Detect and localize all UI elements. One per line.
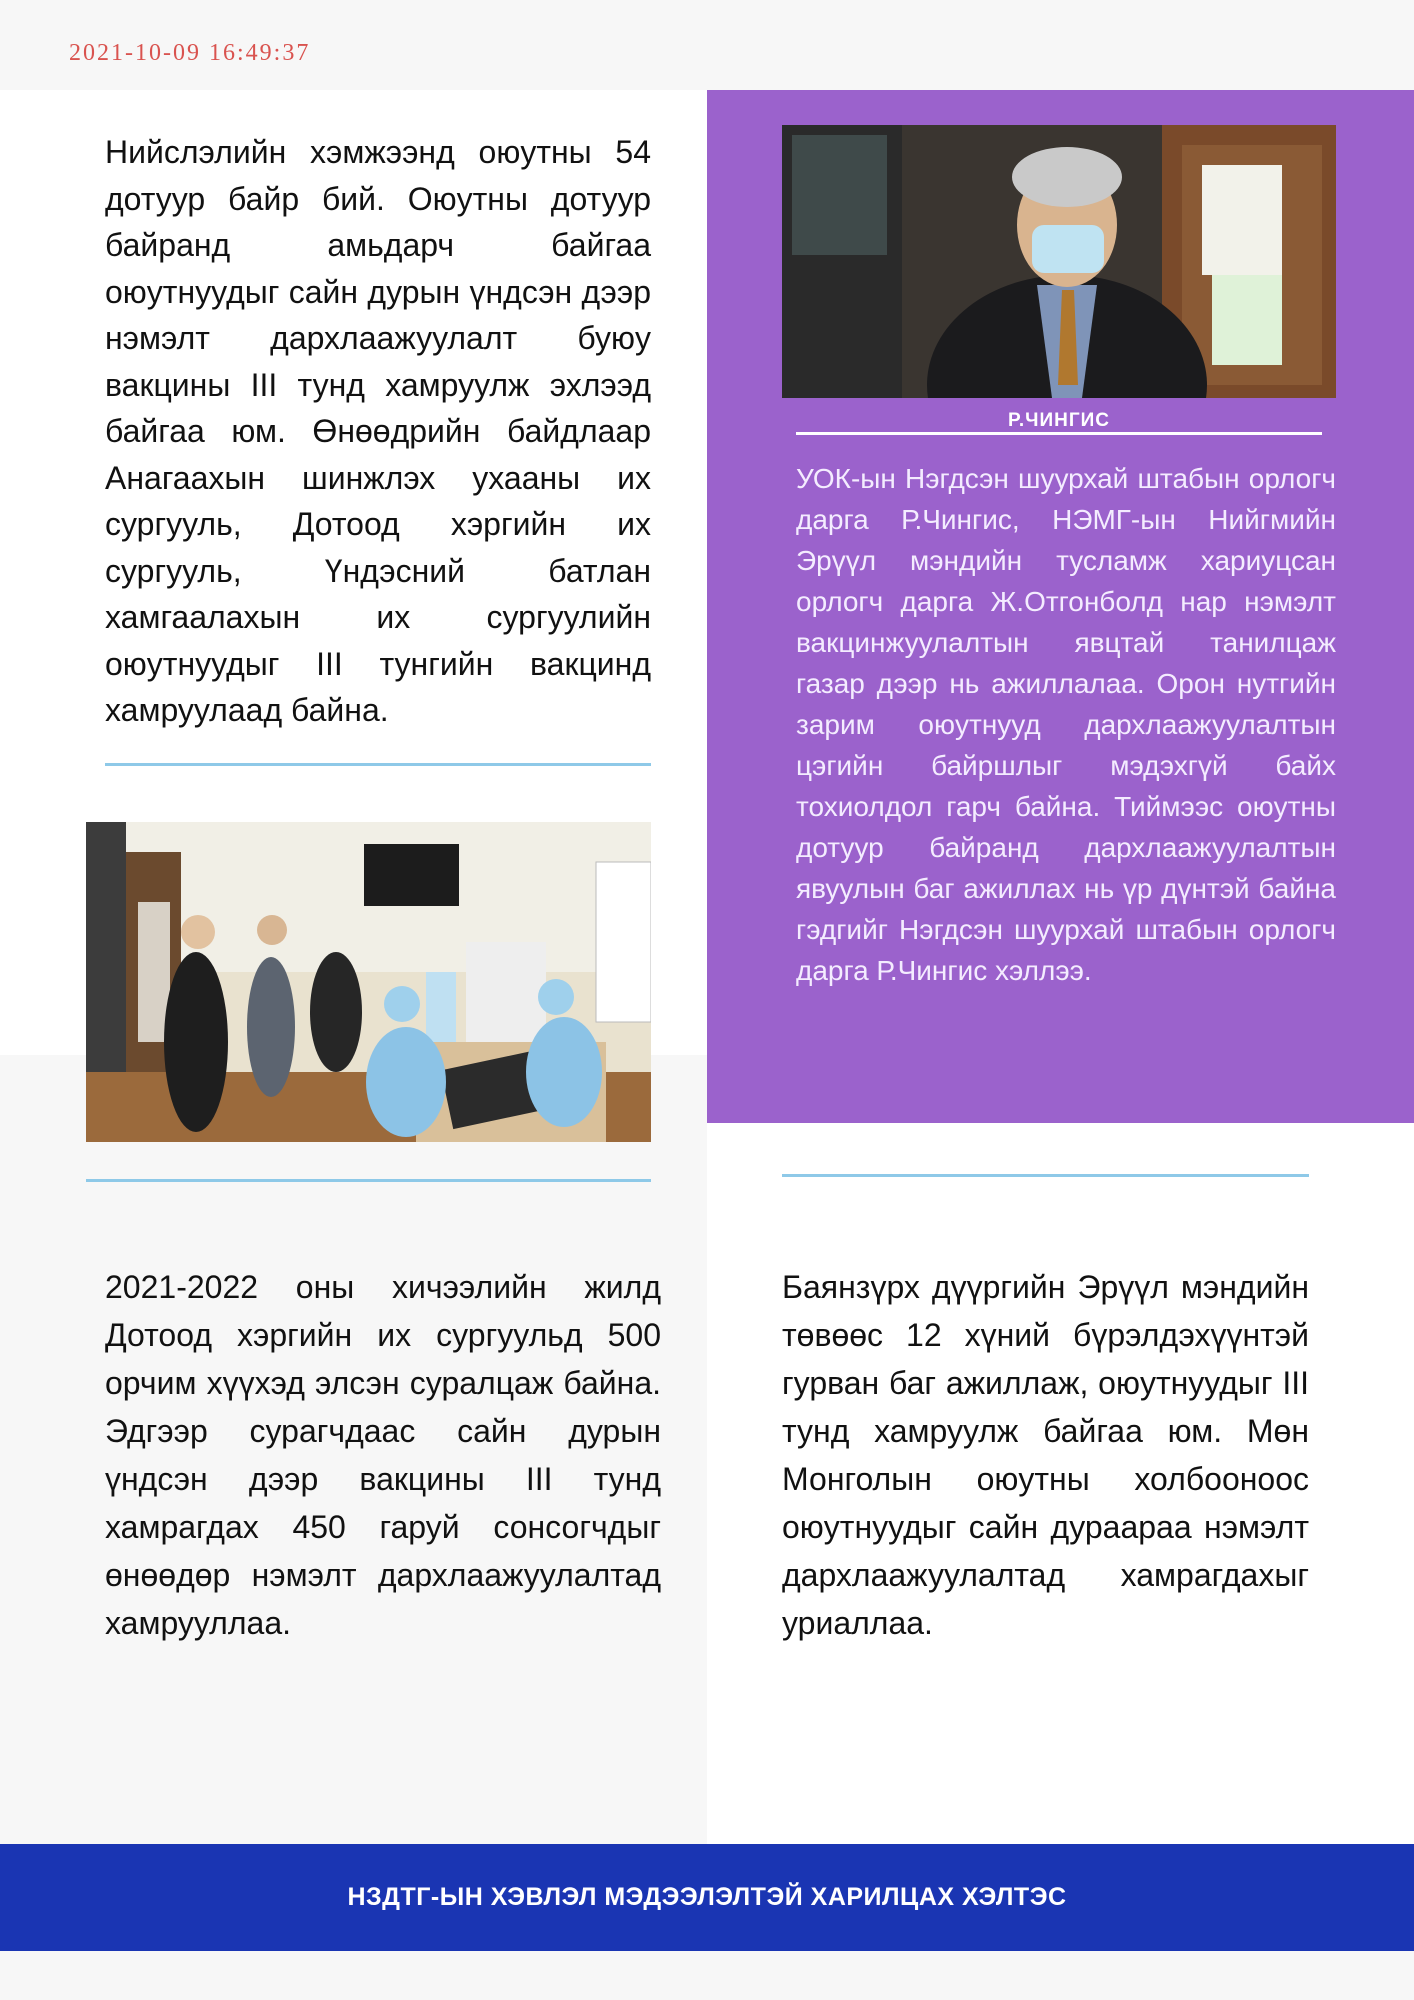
paragraph-dormitories: Нийслэлийн хэмжээнд оюутны 54 дотуур байр бий. Оюутны дотуур байранд амьдарч байгаа оюутнуудыг сайн дурын үндсэн дээр нэмэлт дархлаажуулалт буюу вакцины III тунд хамруулж эхлээд байгаа юм. Өнөөдрийн байдлаар Анагаахын шинжлэх ухааны их сургууль, Дотоод хэргийн их сургууль, Үндэсний батлан хамгаалахын их сургуулийн оюутнуудыг III тунгийн вакцинд хамруулаад байна. [105,134,651,728]
paragraph-bayanzurkh-health-center: Баянзүрх дүүргийн Эрүүл мэндийн төвөөс 12 хүний бүрэлдэхүүнтэй гурван баг ажиллаж, оюутнуудыг III тунд хамруулж байгаа юм. Мөн Монголын оюутны холбооноос оюутнуудыг сайн дураараа нэмэлт дархлаажуулалтад хамрагдахыг уриаллаа. [782,1269,1309,1641]
photo-caption: Р.ЧИНГИС [1008,410,1110,431]
paragraph-internal-affairs-university: 2021-2022 оны хичээлийн жилд Дотоод хэргийн их сургуульд 500 орчим хүүхэд элсэн суралцаж байна. Эдгээр сурагчдаас сайн дурын үндсэн дээр вакцины III тунд хамрагдах 450 гаруй сонсогчдыг өнөөдөр нэмэлт дархлаажуулалтад хамрууллаа. [105,1269,661,1641]
official-portrait-photo [782,125,1336,398]
divider-rule [105,763,651,766]
vaccination-room-photo [86,822,651,1142]
panel-paragraph: УОК-ын Нэгдсэн шуурхай штабын орлогч дарга Р.Чингис, НЭМГ-ын Нийгмийн Эрүүл мэндийн тусламж хариуцсан орлогч дарга Ж.Отгонболд нар нэмэлт вакцинжуулалтын явцтай танилцаж газар дээр нь ажиллалаа. Орон нутгийн зарим оюутнууд дархлаажуулалтын цэгийн байршлыг мэдэхгүй байх тохиолдол гарч байна. Тиймээс оюутны дотуур байранд дархлаажуулалтын явуулын баг ажиллах нь үр дүнтэй байна гэдгийг Нэгдсэн шуурхай штабын орлогч дарга Р.Чингис хэллээ. [796,463,1336,986]
timestamp: 2021-10-09 16:49:37 [69,40,311,66]
divider-rule [86,1179,651,1182]
footer-bar [0,1844,1414,1951]
divider-rule [782,1174,1309,1177]
footer-department-name: НЗДТГ-ЫН ХЭВЛЭЛ МЭДЭЭЛЭЛТЭЙ ХАРИЛЦАХ ХЭЛТЭС [347,1883,1067,1911]
caption-underline [796,432,1322,435]
